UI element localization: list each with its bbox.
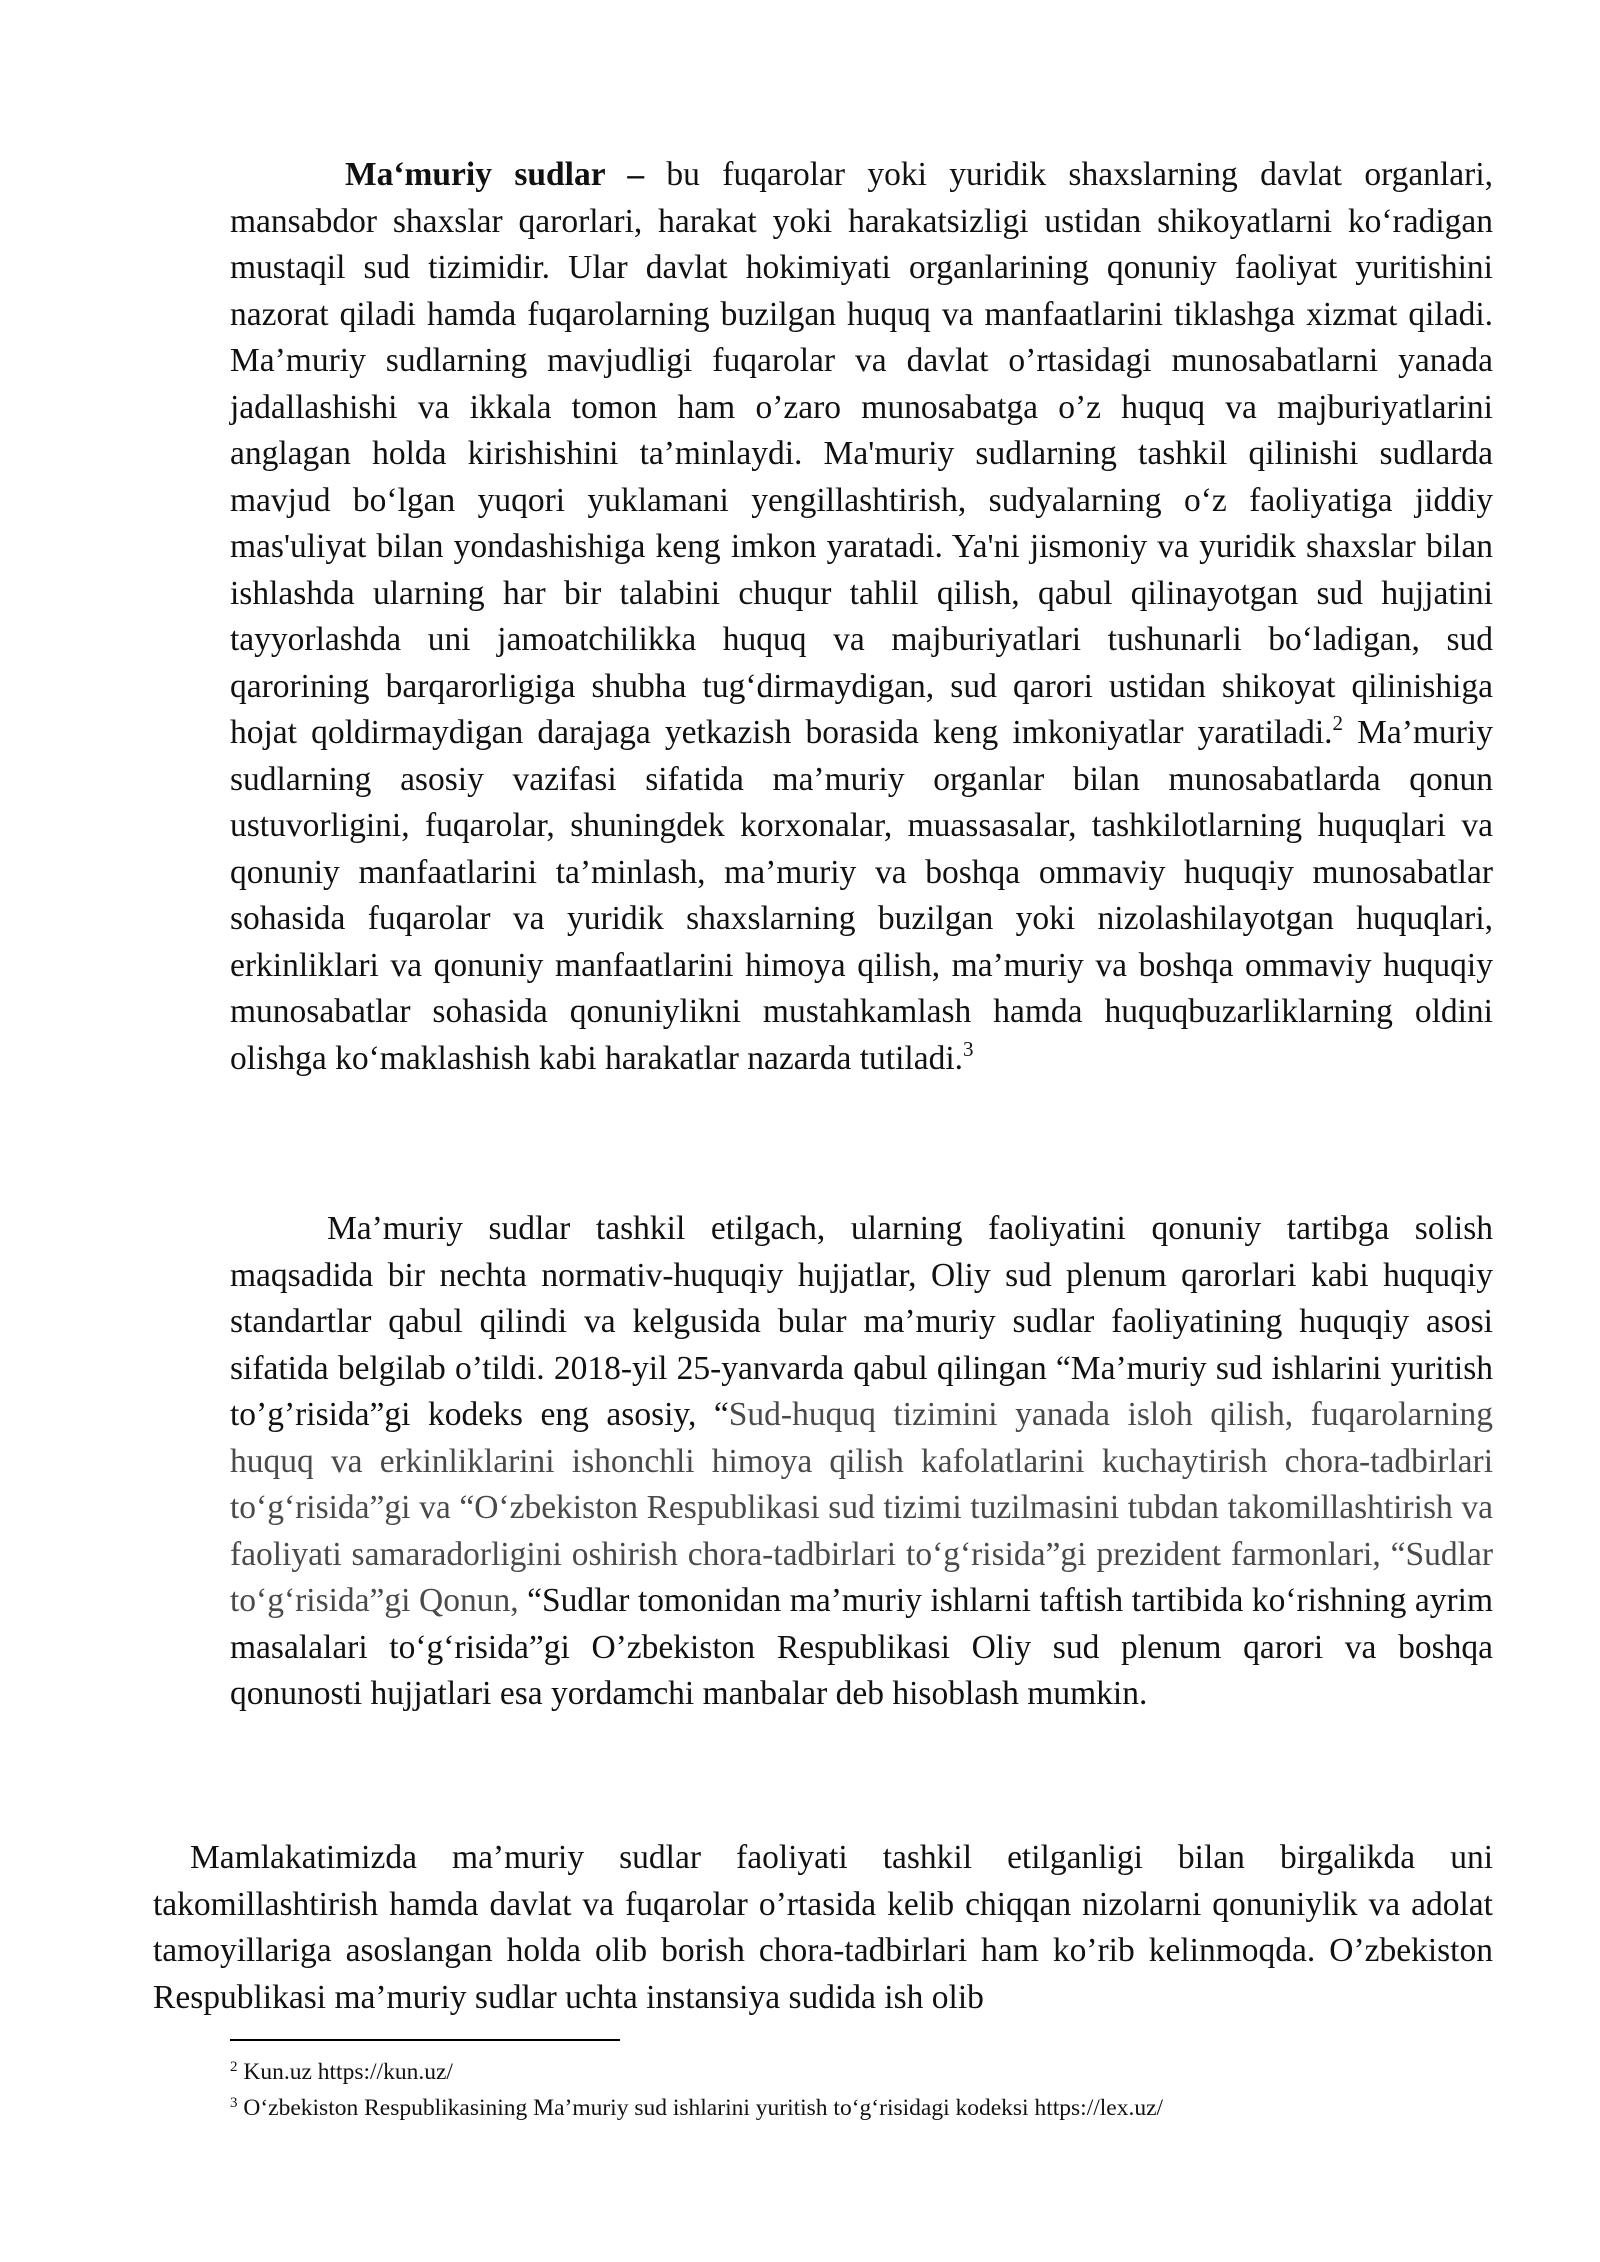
lead-term: Ma‘muriy sudlar – (345, 156, 645, 193)
footnote-2 (230, 2057, 453, 2087)
paragraph-improvement (153, 1835, 1493, 2021)
footnote-number: 2 (230, 2059, 238, 2075)
paragraph-text: “Sudlar tomonidan ma’muriy ishlarni taftish tartibida ko‘rishning ayrim masalalari to‘g‘risida”gi O’zbekiston Respublikasi Oliy sud plenum qarori va boshqa qonunosti hujjatlari esa yordamchi manbalar deb hisoblash mumkin. (230, 1582, 1493, 1712)
quoted-decrees-text: Sud-huquq tizimini yanada isloh qilish, fuqarolarning huquq va erkinliklarini ishonchli himoya qilish kafolatlarini kuchaytirish chora-tadbirlari to‘g‘risida”gi va “O‘zbekiston Respublikasi sud tizimi tuzilmasini tubdan takomillashtirish va faoliyati samaradorligini oshirish chora-tadbirlari to‘g‘risida”gi prezident farmonlari, “Sudlar to‘g‘risida”gi Qonun, (230, 1396, 1493, 1619)
footnote-3 (230, 2093, 1163, 2123)
paragraph-administrative-courts-definition (230, 152, 1493, 1082)
footnote-number: 3 (230, 2095, 238, 2111)
footnote-ref-2[interactable]: 2 (1332, 711, 1344, 735)
paragraph-text: Mamlakatimizda ma’muriy sudlar faoliyati tashkil etilganligi bilan birgalikda uni takomillashtirish hamda davlat va fuqarolar o’rtasida kelib chiqqan nizolarni qonuniylik va adolat tamoyillariga asoslangan holda olib borish chora-tadbirlari ham ko’rib kelinmoqda. O’zbekiston Respublikasi ma’muriy sudlar uchta instansiya sudida ish olib (153, 1839, 1493, 2016)
footnote-text: Kun.uz https://kun.uz/ (237, 2059, 453, 2085)
footnote-separator (230, 2039, 620, 2041)
footnote-ref-3[interactable]: 3 (963, 1036, 974, 1061)
footnote-text: O‘zbekiston Respublikasining Ma’muriy sud ishlarini yuritish to‘g‘risidagi kodeksi https://lex.uz/ (237, 2095, 1164, 2121)
paragraph-legal-basis (230, 1206, 1493, 1718)
paragraph-text: bu fuqarolar yoki yuridik shaxslarning davlat organlari, mansabdor shaxslar qarorlari, harakat yoki harakatsizligi ustidan shikoyatlarni ko‘radigan mustaqil sud tizimidir. Ular davlat hokimiyati organlarining qonuniy faoliyat yuritishini nazorat qiladi hamda fuqarolarning buzilgan huquq va manfaatlarini tiklashga xizmat qiladi. Ma’muriy sudlarning mavjudligi fuqarolar va davlat o’rtasidagi munosabatlarni yanada jadallashishi va ikkala tomon ham o’zaro munosabatga o’z huquq va majburiyatlarini anglagan holda kirishishini ta’minlaydi. Ma'muriy sudlarning tashkil qilinishi sudlarda mavjud bo‘lgan yuqori yuklamani yengillashtirish, sudyalarning o‘z faoliyatiga jiddiy mas'uliyat bilan yondashishiga keng imkon yaratadi. Ya'ni jismoniy va yuridik shaxslar bilan ishlashda ularning har bir talabini chuqur tahlil qilish, qabul qilinayotgan sud hujjatini tayyorlashda uni jamoatchilikka huquq va majburiyatlari tushunarli bo‘ladigan, sud qarorining barqarorligiga shubha tug‘dirmaydigan, sud qarori ustidan shikoyat qilinishiga hojat qoldirmaydigan darajaga yetkazish borasida keng imkoniyatlar yaratiladi. (230, 156, 1494, 751)
paragraph-text: Ma’muriy sudlarning asosiy vazifasi sifatida ma’muriy organlar bilan munosabatlarda qonun ustuvorligini, fuqarolar, shuningdek korxonalar, muassasalar, tashkilotlarning huquqlari va qonuniy manfaatlarini ta’minlash, ma’muriy va boshqa ommaviy huquqiy munosabatlar sohasida fuqarolar va yuridik shaxslarning buzilgan yoki nizolashilayotgan huquqlari, erkinliklari va qonuniy manfaatlarini himoya qilish, ma’muriy va boshqa ommaviy huquqiy munosabatlar sohasida qonuniylikni mustahkamlash hamda huquqbuzarliklarning oldini olishga ko‘maklashish kabi harakatlar nazarda tutiladi. (230, 714, 1493, 1077)
paragraph-text: Ma’muriy sudlar tashkil etilgach, ularning faoliyatini qonuniy tartibga solish maqsadida bir nechta normativ-huquqiy hujjatlar, Oliy sud plenum qarorlari kabi huquqiy standartlar qabul qilindi va kelgusida bular ma’muriy sudlar faoliyatining huquqiy asosi sifatida belgilab o’tildi. 2018-yil 25-yanvarda qabul qilingan “Ma’muriy sud ishlarini yuritish to’g’risida”gi kodeks eng asosiy, “ (230, 1210, 1493, 1433)
